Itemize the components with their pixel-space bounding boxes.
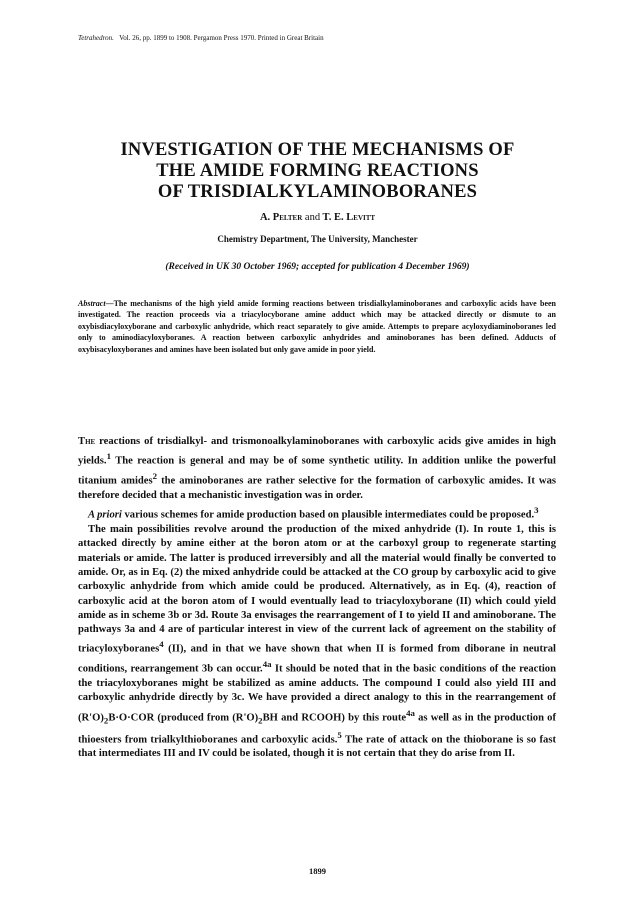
p3-text-b: (II), and in that we have shown that when II is formed from diborane in neutral conditions, rearrangement 3b can occur. [78,643,556,675]
author-conjunction: and [304,212,321,223]
author-1-initial: A. [259,212,271,223]
article-title [60,140,575,203]
subscript: 2 [103,715,109,726]
author-2-surname: Levitt [346,212,376,223]
p2-text: various schemes for amide production based on plausible intermediates could be proposed. [121,509,535,521]
p1-text-c: the aminoboranes are rather selective for the formation of carboxylic amides. It was therefore decided that a mechanistic investigation was in order. [78,475,556,501]
title-line-1: INVESTIGATION OF THE MECHANISMS OF [120,140,515,160]
author-1-surname: Pelter [272,212,303,223]
p3-text-e: BH and RCOOH) by this route [262,712,407,724]
paragraph-2 [78,503,556,523]
reference-marker: 4 [159,639,164,650]
body-text [78,435,556,762]
paragraph-3 [78,523,556,762]
subscript: 2 [258,715,263,726]
reference-marker: 1 [106,451,111,462]
running-head [78,34,558,42]
title-line-2: THE AMIDE FORMING REACTIONS [156,161,479,181]
affiliation: Chemistry Department, The University, Manchester [217,234,418,244]
abstract-text: —The mechanisms of the high yield amide forming reactions between trisdialkylaminoboranes and carboxylic acids have been investigated. The reaction proceeds via a triacylocyborane amine adduct which may be attacked directly or dismute to an oxybisdiacyloxyborane and carboxylic anhydride, which react separately to give amide. Attempts to prepare acyloxydiaminoboranes led only to aminodiacyloxyboranes. A reaction between carboxylic anhydrides and aminoboranes has been defined. Adducts of oxybisacyloxyboranes and amines have been isolated but only gave amide in poor yield. [78,299,556,354]
journal-name: Tetrahedron. [78,34,114,42]
p1-text-a: reactions of trisdialkyl- and trismonoalkylaminoboranes with carboxylic acids give amides in high yields. [78,436,556,467]
received-dates: (Received in UK 30 October 1969; accepted for publication 4 December 1969) [165,262,470,272]
paragraph-1 [78,435,556,503]
journal-details: Vol. 26, pp. 1899 to 1908. Pergamon Press 1970. Printed in Great Britain [119,34,324,42]
reference-marker: 3 [534,505,539,516]
author-2-initial: T. E. [322,212,344,223]
p3-text-f: as well as in the production of thioesters from trialkylthioboranes and carboxylic acids. [78,712,557,746]
p3-text-g: The rate of attack on the thioborane is so fast that intermediates III and IV could be isolated, though it is not certain that they do arise from II. [78,734,556,760]
p2-italic: A priori [88,509,122,521]
reference-marker: 4a [262,659,272,670]
p1-lead-word: The [78,436,96,447]
author-line [60,212,575,223]
reference-marker: 4a [406,707,415,718]
p3-text-d: B·O·COR (produced from (R'O) [108,712,259,724]
abstract-lead: Abstract [78,299,106,308]
p3-text-a: The main possibilities revolve around the production of the mixed anhydride (I). In route 1, this is attacked directly by amine either at the boron atom or at the carboxyl group to regenerate starting materials or amide. The latter is produced irreversibly and all the material would finally be converted to amide. Or, as in Eq. (2) the mixed anhydride could be attacked at the CO group by carboxylic acid to give carboxylic anhydride from which amide could be produced. Alternatively, as in Eq. (4), reaction of carboxylic acid at the boron atom of I would eventually lead to triacyloxyborane (II) which could yield amide as in scheme 3b or 3d. Route 3a envisages the rearrangement of I to yield II and aminoborane. The pathways 3a and 4 are of particular interest in view of the current lack of agreement on the stability of triacyloxyboranes [78,524,556,655]
page-number: 1899 [309,866,326,876]
p3-text-c: It should be noted that in the basic conditions of the reaction the triacyloxyboranes might be stabilized as amine adducts. The compound I could also yield III and carboxylic anhydride directly by 3c. We have provided a direct analogy to this in the rearrangement of (R'O) [78,663,556,724]
abstract [78,298,556,355]
reference-marker: 2 [152,471,158,482]
reference-marker: 5 [337,729,342,740]
title-line-3: OF TRISDIALKYLAMINOBORANES [157,182,478,202]
p1-text-b: The reaction is general and may be of some synthetic utility. In addition unlike the powerful titanium amides [78,455,556,487]
